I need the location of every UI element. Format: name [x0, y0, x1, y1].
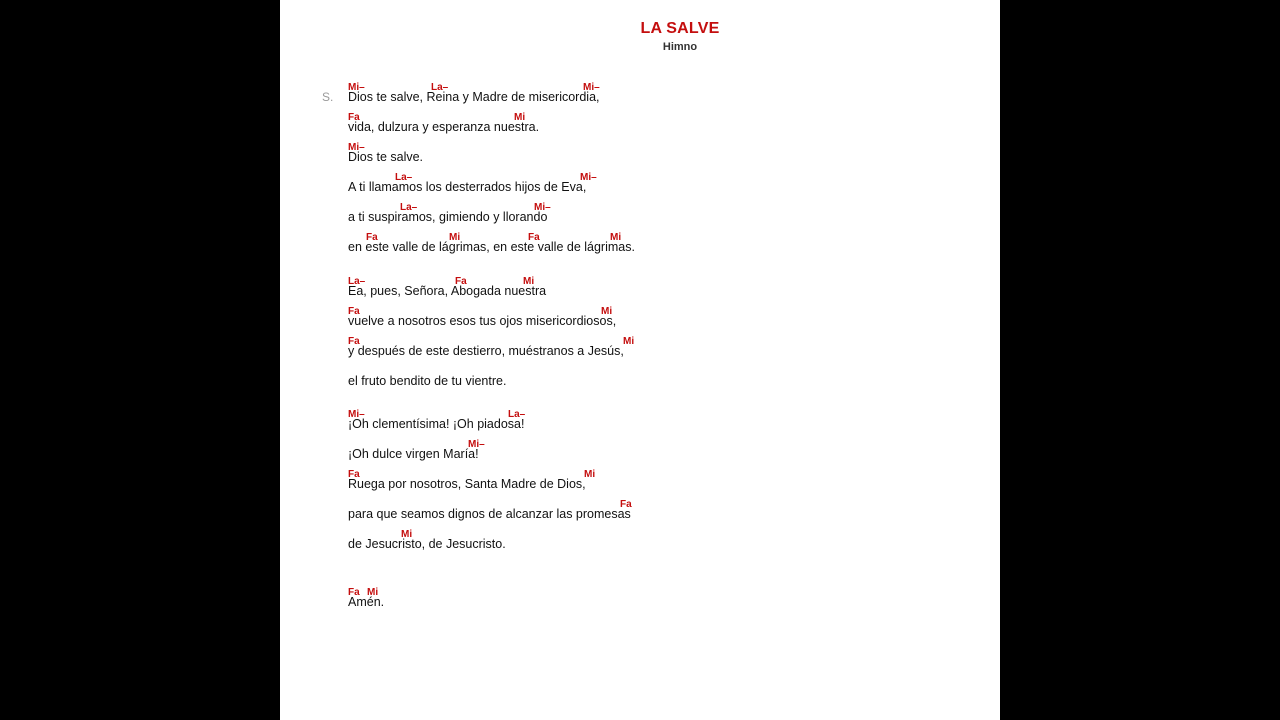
lyric-line: Dios te salve, Reina y Madre de misericordia,: [348, 90, 600, 104]
chord: Mi: [623, 336, 635, 347]
lyric-line: Amén.: [348, 595, 385, 609]
chord: Mi–: [348, 82, 365, 93]
chord: Fa: [348, 336, 360, 347]
lyric-line: ¡Oh clementísima! ¡Oh piadosa!: [348, 417, 525, 431]
chord: La–: [508, 409, 526, 420]
chord: La–: [395, 172, 413, 183]
chord: Mi: [367, 587, 379, 598]
chord: Fa: [455, 276, 467, 287]
chord: Fa: [348, 306, 360, 317]
chord: Mi–: [348, 142, 365, 153]
lyric-line: Dios te salve.: [348, 150, 424, 164]
chord: La–: [348, 276, 366, 287]
chord-row: [348, 142, 948, 156]
chord: Fa: [366, 232, 378, 243]
chord: Mi: [523, 276, 535, 287]
chord: Fa: [620, 499, 632, 510]
lyric-line: el fruto bendito de tu vientre.: [348, 374, 507, 388]
song-body: [348, 0, 948, 720]
chord: Mi–: [468, 439, 485, 450]
chord: Mi–: [580, 172, 597, 183]
chord: Mi–: [348, 409, 365, 420]
chord: La–: [431, 82, 449, 93]
lyric-line: para que seamos dignos de alcanzar las promesas: [348, 507, 631, 521]
lyric-line: vuelve a nosotros esos tus ojos misericordiosos,: [348, 314, 617, 328]
lyric-line: ¡Oh dulce virgen María!: [348, 447, 479, 461]
song-title: LA SALVE: [640, 20, 720, 37]
chord: La–: [400, 202, 418, 213]
chord: Mi: [401, 529, 413, 540]
chord-row: [348, 587, 948, 601]
chord: Fa: [348, 587, 360, 598]
chord: Mi–: [583, 82, 600, 93]
chord: Mi–: [534, 202, 551, 213]
lyric-line: A ti llamamos los desterrados hijos de Eva,: [348, 180, 587, 194]
verse-label: S.: [322, 90, 334, 104]
lyric-line: en este valle de lágrimas, en este valle de lágrimas.: [348, 240, 635, 254]
lyric-line: a ti suspiramos, gimiendo y llorando: [348, 210, 548, 224]
song-subtitle: Himno: [662, 41, 698, 53]
chord: Mi: [610, 232, 622, 243]
lyric-line: y después de este destierro, muéstranos a Jesús,: [348, 344, 624, 358]
lyric-line: Ruega por nosotros, Santa Madre de Dios,: [348, 477, 586, 491]
sheet-page: [280, 0, 1000, 720]
chord: Mi: [514, 112, 526, 123]
chord: Mi: [601, 306, 613, 317]
lyric-line: de Jesucristo, de Jesucristo.: [348, 537, 506, 551]
chord: Mi: [449, 232, 461, 243]
chord: Fa: [348, 469, 360, 480]
chord: Mi: [584, 469, 596, 480]
lyric-line: vida, dulzura y esperanza nuestra.: [348, 120, 540, 134]
lyric-line: Ea, pues, Señora, Abogada nuestra: [348, 284, 547, 298]
chord: Fa: [528, 232, 540, 243]
chord: Fa: [348, 112, 360, 123]
